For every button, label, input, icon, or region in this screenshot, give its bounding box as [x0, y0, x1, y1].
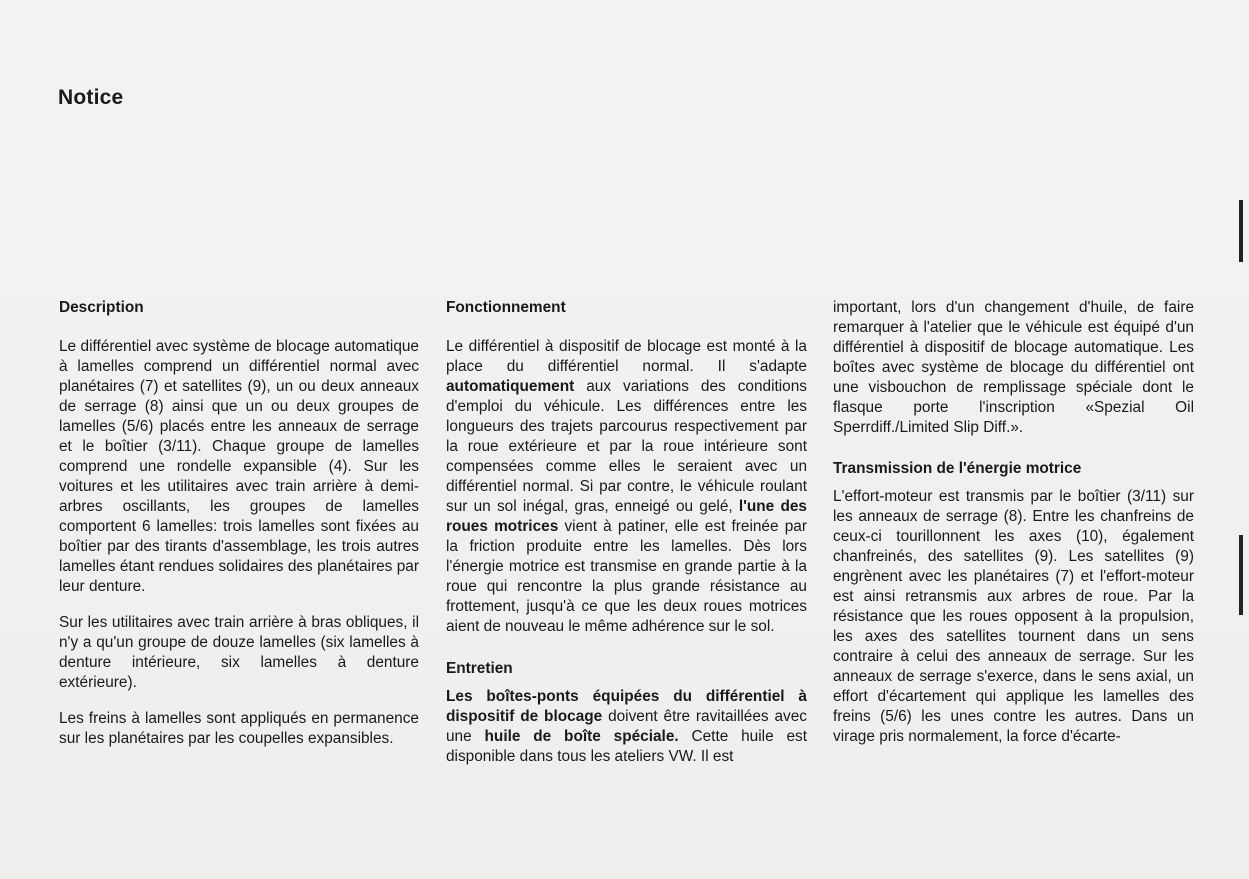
text-span: aux variations des conditions d'emploi du véhicule. Les différences entre les longueurs des trajets parcourus respectivement par la roue extérieure et par la roue intérieure sont compensées comme elles le seraient avec un différentiel normal. Si par contre, le véhicule roulant sur un sol inégal, gras, enneigé ou gelé,: [446, 378, 807, 515]
heading-fonctionnement: Fonctionnement: [446, 299, 566, 316]
paragraph-continuation: important, lors d'un changement d'huile, de faire remarquer à l'atelier que le véhicule est équipé d'un différentiel à dispositif de blocage automatique. Les boîtes avec système de blocage du différentiel ont une visbouchon de remplissage spéciale dont le flasque porte l'inscription «Spezial Oil Sperrdiff./Limited Slip Diff.».: [833, 299, 1194, 436]
column-transmission: [833, 298, 1194, 763]
heading-transmission: Transmission de l'énergie motrice: [833, 460, 1082, 477]
page-title: Notice: [58, 86, 124, 109]
text-span: vient à patiner, elle est freinée par la friction produite entre les lamelles. Dès lors l'énergie motrice est transmise en grande partie à la roue qui rencontre la plus grande résistance au frottement, jusqu'à ce que les deux roues motrices aient de nouveau le même adhérence sur le sol.: [446, 518, 807, 635]
paragraph-description-2: Sur les utilitaires avec train arrière à bras obliques, il n'y a qu'un groupe de douze lamelles (six lamelles à denture intérieure, six lamelles à denture extérieure).: [59, 614, 419, 691]
column-fonctionnement: [446, 298, 807, 783]
paragraph-entretien: [446, 687, 807, 767]
paragraph-fonctionnement: [446, 337, 807, 637]
text-span: Cette huile est disponible dans tous les ateliers VW. Il est: [446, 728, 807, 765]
bold-span: huile de boîte spéciale.: [484, 728, 679, 745]
heading-entretien: Entretien: [446, 660, 513, 677]
heading-description: Description: [59, 299, 144, 316]
bold-span: automatiquement: [446, 378, 575, 395]
bold-span: Les boîtes-ponts équipées du différentiel à dispositif de blocage: [446, 688, 807, 725]
paragraph-description-3: Les freins à lamelles sont appliqués en permanence sur les planétaires par les coupelles expansibles.: [59, 710, 419, 747]
text-span: Le différentiel à dispositif de blocage est monté à la place du différentiel normal. Il s'adapte: [446, 338, 807, 375]
paragraph-description-1: Le différentiel avec système de blocage automatique à lamelles comprend un différentiel normal avec planétaires (7) et satellites (9), un ou deux anneaux de serrage (8) ainsi que un ou deux groupes de lamelles (5/6) placés entre les anneaux de serrage et le boîtier (3/11). Chaque groupe de lamelles comprend une rondelle expansible (4). Sur les voitures et les utilitaires avec train arrière à demi-arbres oscillants, les groupes de lamelles comportent 6 lamelles: trois lamelles sont fixées au boîtier par des tirants d'assemblage, les trois autres lamelles étant rendues solidaires des planétaires par leur denture.: [59, 338, 419, 595]
binding-mark: [1239, 200, 1243, 262]
binding-mark: [1239, 535, 1243, 615]
column-description: [59, 298, 419, 765]
text-span: doivent être ravitaillées avec une: [446, 708, 807, 745]
bold-span: l'une des roues motrices: [446, 498, 807, 535]
paragraph-transmission: L'effort-moteur est transmis par le boîtier (3/11) sur les anneaux de serrage (8). Entre les chanfreins de ceux-ci tourillonnent les axes (10), également chanfreinés, des satellites (9). Les satellites (9) engrènent avec les planétaires (7) et l'effort-moteur est ainsi retransmis aux arbres de roue. Par la résistance que les roues opposent à la propulsion, les axes des satellites tournent dans un sens contraire à celui des anneaux de serrage. Sur les anneaux de serrage s'exerce, dans le sens axial, un effort d'écartement qui applique les lamelles des freins (5/6) les unes contre les autres. Dans un virage pris normalement, la force d'écarte-: [833, 488, 1194, 745]
